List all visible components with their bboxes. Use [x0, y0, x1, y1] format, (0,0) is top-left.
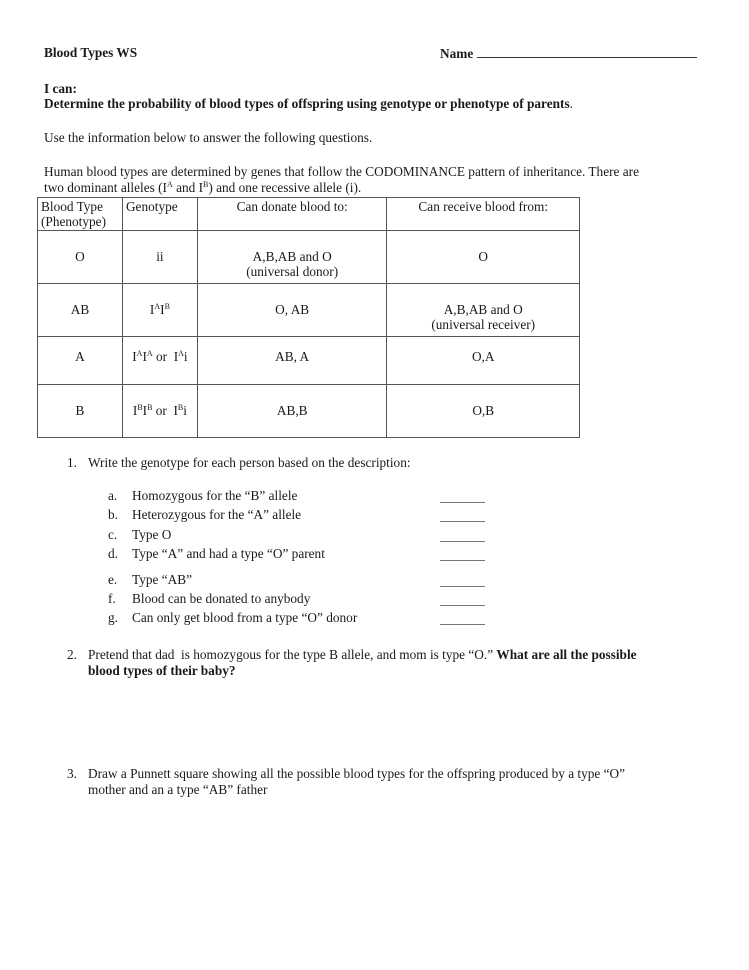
item-letter: g. [108, 610, 118, 625]
objective-text [44, 96, 573, 112]
header-receive: Can receive blood from: [387, 198, 580, 231]
table-row [38, 284, 580, 337]
genotype-cell [122, 385, 197, 438]
genotype-text: I [142, 349, 147, 364]
sub-item-c [108, 527, 171, 543]
phenotype-cell: O [38, 231, 123, 284]
question-1 [67, 455, 411, 471]
question-3-line-2: mother and an a type “AB” father [88, 782, 268, 797]
item-letter: b. [108, 507, 118, 522]
name-label: Name [440, 46, 474, 61]
answer-blank-d[interactable] [440, 560, 485, 561]
name-blank-line[interactable] [477, 45, 697, 58]
sub-item-b [108, 507, 301, 523]
genotype-text: I [160, 302, 165, 317]
item-text: Type “A” and had a type “O” parent [132, 546, 325, 561]
question-text-bold: What are all the possible [496, 647, 637, 662]
allele-superscript: B [203, 180, 209, 189]
receive-cell: O,B [387, 385, 580, 438]
header-phenotype [38, 198, 123, 231]
item-text: Can only get blood from a type “O” donor [132, 610, 358, 625]
item-text: Blood can be donated to anybody [132, 591, 311, 606]
question-text [88, 647, 637, 663]
genotype-text: I [132, 403, 138, 418]
question-2-answer-area[interactable] [88, 685, 708, 750]
cell-text: A,B,AB and O [252, 249, 332, 264]
phenotype-cell: A [38, 337, 123, 385]
table-row [38, 337, 580, 385]
cell-text: (universal donor) [246, 264, 339, 279]
allele-superscript: A [154, 302, 161, 311]
question-number: 2. [67, 647, 77, 662]
item-letter: d. [108, 546, 118, 561]
punnett-square-answer-area[interactable] [88, 805, 708, 955]
answer-blank-g[interactable] [440, 624, 485, 625]
question-3 [67, 766, 626, 782]
genotype-text: I [132, 349, 137, 364]
item-text: Homozygous for the “B” allele [132, 488, 298, 503]
blood-type-table [37, 197, 580, 438]
table-row [38, 231, 580, 284]
allele-superscript: B [147, 403, 153, 412]
allele-superscript: A [178, 349, 184, 358]
sub-item-e [108, 572, 192, 588]
donate-cell: AB, A [197, 337, 387, 385]
question-number: 3. [67, 766, 77, 781]
header-text: (Phenotype) [41, 214, 106, 229]
header-donate: Can donate blood to: [197, 198, 387, 231]
item-text: Heterozygous for the “A” allele [132, 507, 302, 522]
allele-superscript: B [137, 403, 143, 412]
intro-line-1: Human blood types are determined by genes that follow the CODOMINANCE pattern of inheritance. There are [44, 164, 639, 179]
donate-cell: AB,B [197, 385, 387, 438]
intro-text: ) and one recessive allele (i). [208, 180, 362, 195]
answer-blank-b[interactable] [440, 521, 485, 522]
allele-superscript: A [146, 349, 153, 358]
phenotype-cell: B [38, 385, 123, 438]
item-text: Type “AB” [132, 572, 192, 587]
genotype-text: or I [152, 349, 179, 364]
item-letter: e. [108, 572, 118, 587]
question-number: 1. [67, 455, 77, 470]
question-text: Draw a Punnett square showing all the possible blood types for the offspring produced by a type “O” [88, 766, 626, 781]
question-2-line-2: blood types of their baby? [88, 663, 236, 678]
sub-item-a [108, 488, 297, 504]
receive-cell: O [387, 231, 580, 284]
sub-item-d [108, 546, 325, 562]
receive-cell [387, 284, 580, 337]
header-text: Blood Type [41, 199, 103, 214]
allele-superscript: A [136, 349, 143, 358]
objective-statement: Determine the probability of blood types of offspring using genotype or phenotype of parents [44, 96, 570, 111]
question-text-normal: Pretend that dad is homozygous for the type B allele, and mom is type “O.” [88, 647, 497, 662]
table-row [38, 385, 580, 438]
genotype-text: i [183, 349, 188, 364]
intro-text: and I [172, 180, 204, 195]
genotype-text: i [183, 403, 187, 418]
item-letter: c. [108, 527, 118, 542]
allele-superscript: B [164, 302, 170, 311]
genotype-cell [122, 337, 197, 385]
table-header-row [38, 198, 580, 231]
genotype-text: I [142, 403, 148, 418]
sub-item-g [108, 610, 357, 626]
receive-cell: O,A [387, 337, 580, 385]
genotype-cell: ii [122, 231, 197, 284]
cell-text: A,B,AB and O [443, 302, 523, 317]
item-letter: a. [108, 488, 118, 503]
donate-cell: O, AB [197, 284, 387, 337]
answer-blank-a[interactable] [440, 502, 485, 503]
answer-blank-e[interactable] [440, 586, 485, 587]
question-text: Write the genotype for each person based on the description: [88, 455, 411, 470]
intro-line-2 [44, 180, 361, 196]
allele-superscript: A [166, 180, 173, 189]
name-field[interactable] [440, 45, 697, 62]
intro-text: two dominant alleles (I [44, 180, 167, 195]
sub-item-f [108, 591, 310, 607]
item-text: Type O [132, 527, 172, 542]
cell-text: (universal receiver) [431, 317, 536, 332]
phenotype-cell: AB [38, 284, 123, 337]
answer-blank-c[interactable] [440, 541, 485, 542]
donate-cell [197, 231, 387, 284]
genotype-text: I [149, 302, 155, 317]
genotype-cell [122, 284, 197, 337]
question-2 [67, 647, 637, 663]
instructions: Use the information below to answer the following questions. [44, 130, 373, 145]
genotype-text: or I [152, 403, 178, 418]
objective-period: . [569, 96, 573, 111]
header-genotype: Genotype [122, 198, 197, 231]
allele-superscript: B [177, 403, 184, 412]
answer-blank-f[interactable] [440, 605, 485, 606]
objective-label: I can: [44, 81, 77, 96]
worksheet-title: Blood Types WS [44, 45, 138, 60]
item-letter: f. [108, 591, 116, 606]
